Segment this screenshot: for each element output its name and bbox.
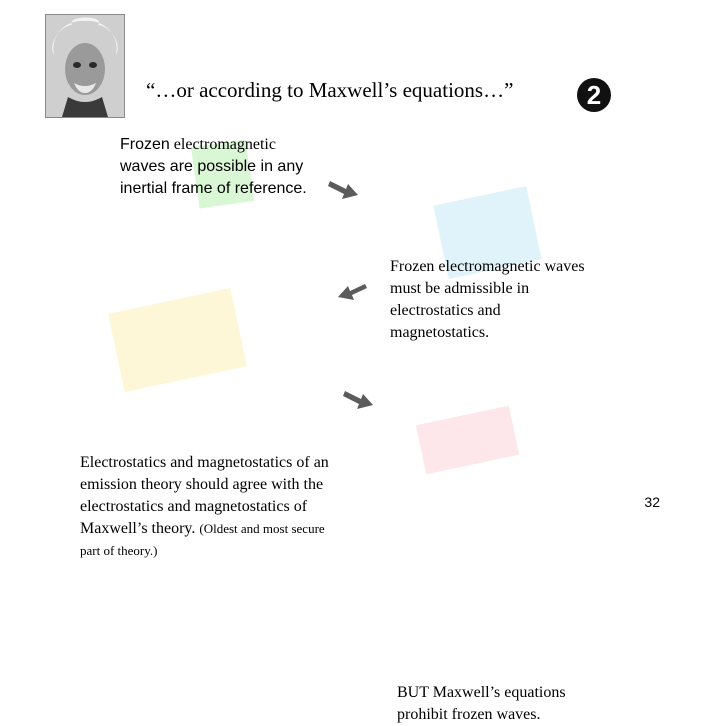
arrow-down-right-icon bbox=[328, 175, 360, 201]
electromagnetic-word: electromagnetic bbox=[169, 136, 276, 153]
highlight-yellow bbox=[108, 288, 247, 392]
page-number: 32 bbox=[644, 494, 660, 510]
portrait-illustration bbox=[46, 15, 124, 117]
emission-theory-main: Electrostatics and magnetostatics of an emission theory should agree with the electrostatics and magnetostatics of Maxwell’s theory. bbox=[80, 454, 329, 537]
einstein-portrait bbox=[45, 14, 125, 118]
highlight-pink bbox=[416, 406, 519, 475]
frozen-waves-rest: waves are possible in any inertial frame of reference. bbox=[120, 158, 307, 197]
frozen-word: Frozen bbox=[120, 136, 170, 153]
arrow-down-right-icon-2 bbox=[343, 385, 375, 411]
arrow-down-left-icon bbox=[337, 280, 367, 302]
slide-title: “…or according to Maxwell’s equations…” bbox=[146, 78, 514, 102]
but-maxwell-text: BUT Maxwell’s equations prohibit frozen waves. bbox=[397, 684, 566, 723]
emission-theory-text bbox=[80, 452, 330, 562]
step-badge: 2 bbox=[577, 78, 611, 112]
emission-theory-note: (Oldest and most secure part of theory.) bbox=[80, 521, 325, 558]
frozen-waves-possible-text bbox=[120, 134, 320, 200]
frozen-waves-admissible-text: Frozen electromagnetic waves must be admissible in electrostatics and magnetostatics. bbox=[390, 258, 585, 341]
